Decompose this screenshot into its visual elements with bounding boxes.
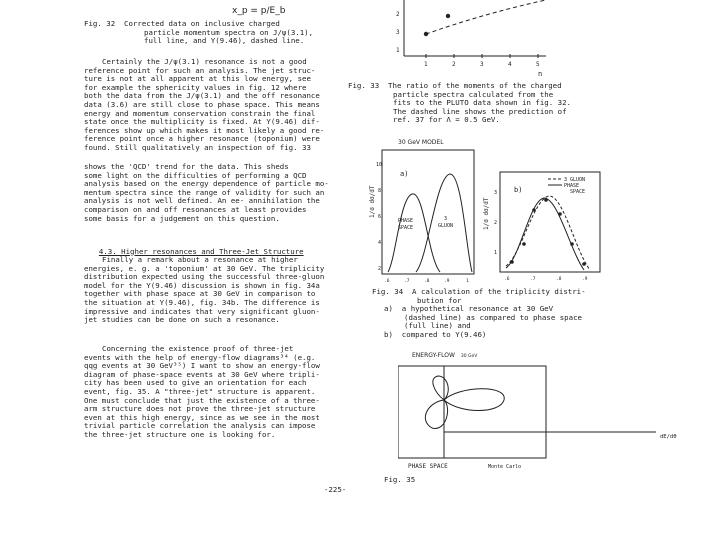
text-line: model for the Υ(9.46) discussion is shown in fig. 34a	[84, 280, 320, 290]
text-line: Certainly the J/ψ(3.1) resonance is not a good	[102, 57, 307, 66]
fig34a-xtick: .7	[404, 279, 410, 284]
fig34b-ytick: 1	[494, 250, 498, 256]
fig32-caption	[84, 20, 313, 46]
fig34b-point	[510, 260, 514, 264]
text-line: comparison on and off resonances at least provides	[84, 204, 307, 214]
text-line: some basis for a judgement on this question.	[84, 213, 280, 223]
fig34b-xtick: .8	[556, 277, 562, 282]
text-line: analysis is not well defined. An ee- annihilation the	[84, 196, 320, 206]
text-line: arm structure does not prove the three-jet structure	[84, 404, 316, 414]
paragraph-3	[84, 256, 324, 325]
fig33-ytick-label: 3	[396, 29, 400, 36]
fig34a-ytick: 10	[376, 162, 383, 168]
fig34b-ytick: 2	[494, 220, 498, 226]
text-line: Fig. 33 The ratio of the moments of the charged	[348, 81, 562, 90]
text-line: diagram of phase-space events at 30 GeV where tripli-	[84, 369, 320, 379]
page-number: -225-	[324, 485, 347, 494]
section-heading	[90, 239, 304, 256]
fig33-xtick-label: 5	[536, 61, 540, 68]
fig34a-frame	[382, 150, 474, 274]
fig34b-plot	[480, 170, 604, 282]
text-line: (full line) and	[404, 321, 471, 331]
fig34a-ylabel: 1/σ dσ/dT	[369, 185, 376, 218]
text-line: data (3.6) are still close to phase space. This means	[84, 99, 320, 109]
fig35-axis-label: dE/dθ	[660, 434, 677, 440]
fig35-frame	[398, 366, 546, 458]
fig34a-xtick: 1	[466, 279, 469, 284]
text-line: distribution expected using the successful three-gluon	[84, 272, 325, 282]
text-line: city has been used to give an orientation for each	[84, 378, 307, 388]
fig35-monte-carlo: Monte Carlo	[488, 464, 522, 470]
text-line: One must conclude that just the existence of a three-	[84, 395, 320, 405]
fig34a-curve2-label: GLUON	[438, 223, 454, 229]
text-line: Fig. 32 Corrected data on inclusive charged	[84, 19, 280, 28]
text-line: qqg events at 30 GeV³⁵) I want to show an energy-flow	[84, 361, 320, 371]
section-heading-text: 4.3. Higher resonances and Three-Jet Structure	[98, 246, 304, 256]
text-line: both the data from the J/ψ(3.1) and the off resonance	[84, 91, 320, 101]
fig33-xlabel: n	[538, 70, 543, 78]
text-line: analysis based on the energy dependence of particle mo-	[84, 179, 329, 189]
text-line: energy and momentum conservation constrain the final	[84, 108, 316, 118]
fig34a-curve1-label: PHASE	[398, 218, 414, 224]
fig34b-legend-text: PHASE	[564, 183, 580, 189]
text-line: Finally a remark about a resonance at higher	[102, 255, 298, 264]
fig35-title	[412, 352, 477, 359]
paragraph-2	[84, 163, 329, 223]
fig34-caption	[372, 288, 586, 340]
fig34b-point	[570, 242, 574, 246]
text-line: b) compared to Υ(9.46)	[384, 329, 487, 339]
text-line: the three-jet structure one is looking for.	[84, 429, 276, 439]
fig35-title-main: ENERGY-FLOW	[412, 352, 455, 359]
fig34b-point	[582, 262, 586, 266]
fig34b-phase-space-curve	[506, 198, 584, 270]
text-line: event, fig. 35. A "three-jet" structure is apparent.	[84, 386, 316, 396]
fig34a-xtick: .8	[424, 279, 430, 284]
fig35-lobe-upper	[433, 376, 448, 400]
text-line: energies, e. g. a 'toponium' at 30 GeV. The triplicity	[84, 263, 325, 273]
paragraph-1	[84, 58, 324, 153]
text-line: events with the help of energy-flow diagrams³⁴ (e.g.	[84, 352, 316, 362]
text-line: shows the 'QCD' trend for the data. This sheds	[84, 162, 289, 171]
text-line: ture is not at all apparent at this low energy, see	[84, 74, 311, 84]
fig34a-xtick: .9	[444, 279, 450, 284]
text-line: particle momentum spectra on J/ψ(3.1),	[144, 27, 314, 37]
fig33-point	[424, 32, 428, 36]
fig34b-xtick: .7	[530, 277, 536, 282]
text-line: mentum spectra since the range of validity for such an	[84, 187, 325, 197]
fig33-point	[446, 14, 450, 18]
text-line: together with phase space at 30 GeV in comparison to	[84, 289, 316, 299]
fig34b-ytick: 3	[494, 190, 498, 196]
text-line: Concerning the existence proof of three-jet	[102, 344, 294, 353]
text-line: for example the sphericity values in fig. 12 where	[84, 82, 307, 92]
text-line: particle spectra calculated from the	[393, 89, 554, 99]
formula: x_p = p/E_b	[232, 6, 286, 16]
fig34b-point	[532, 208, 536, 212]
fig34-title: 30 GeV MODEL	[398, 139, 444, 146]
fig33-dashed-prediction	[426, 0, 546, 34]
fig33-caption	[348, 82, 571, 125]
paragraph-4	[84, 345, 320, 440]
fig33-plot	[390, 0, 550, 78]
fig34a-ytick: 2	[378, 266, 382, 272]
fig34a-ytick: 6	[378, 214, 382, 220]
fig34a-plot	[366, 148, 478, 288]
fig34b-legend-text: 3 GLUON	[564, 177, 586, 183]
text-line: full line, and Υ(9.46), dashed line.	[144, 36, 305, 46]
text-line: Fig. 34 A calculation of the triplicity distri-	[372, 287, 586, 296]
text-line: bution for	[417, 295, 462, 305]
text-line: even at this high energy, since as we see in the most	[84, 412, 320, 422]
fig34a-curve2-label: 3	[444, 216, 448, 222]
fig34b-xtick: .9	[582, 277, 588, 282]
fig34b-point	[544, 198, 548, 202]
fig35-title-sub: 30 GeV	[460, 354, 478, 359]
fig33-xtick-label: 4	[508, 61, 512, 68]
text-line: ferences show up which makes it most likely a good re-	[84, 125, 325, 135]
text-line: a) a hypothetical resonance at 30 GeV	[384, 304, 554, 314]
text-line: state once the multiplicity is fixed. At Υ(9.46) dif-	[84, 117, 320, 127]
fig34a-ytick: 4	[378, 240, 382, 246]
text-line: impressive and indicates that very significant gluon-	[84, 306, 320, 316]
fig34b-xtick: .6	[504, 277, 510, 282]
text-line: jet studies can be done on such a resonance.	[84, 315, 280, 325]
text-line: found. Still qualitatively an inspection of fig. 33	[84, 142, 311, 152]
fig34a-ytick: 8	[378, 188, 382, 194]
fig34a-tag: a)	[400, 170, 409, 178]
fig34b-point	[558, 212, 562, 216]
text-line: trivial particle correlation the analysis can impose	[84, 421, 316, 431]
fig34b-legend-text: SPACE	[570, 189, 586, 195]
text-line: some light on the difficulties of performing a QCD	[84, 170, 307, 180]
text-line: fits to the PLUTO data shown in fig. 32.	[393, 98, 571, 108]
text-line: ref. 37 for Λ = 0.5 GeV.	[393, 115, 500, 125]
text-line: the situation at Υ(9.46), fig. 34b. The difference is	[84, 297, 320, 307]
text-line: ference point once a higher resonance (toponium) were	[84, 134, 320, 144]
fig34a-phase-space-curve	[388, 194, 440, 272]
fig34a-curve1-label: SPACE	[398, 225, 414, 231]
fig33-ytick-label: 1	[396, 47, 400, 54]
text-line: reference point for such an analysis. The jet struc-	[84, 65, 316, 75]
fig34b-tag: b)	[514, 186, 523, 194]
fig34b-ylabel: 1/σ dσ/dT	[483, 197, 490, 230]
text-line: (dashed line) as compared to phase space	[404, 312, 582, 322]
fig35-bottom-label: PHASE SPACE	[408, 463, 448, 470]
fig33-xtick-label: 3	[480, 61, 484, 68]
fig34b-point	[522, 242, 526, 246]
fig34a-xtick: .6	[384, 279, 390, 284]
fig33-xtick-label: 2	[452, 61, 456, 68]
fig33-ytick-label: 2	[396, 11, 400, 18]
fig33-xtick-label: 1	[424, 61, 428, 68]
fig35-lobe-right	[444, 389, 504, 411]
text-line: The dashed line shows the prediction of	[393, 106, 567, 116]
fig35-plot	[398, 362, 698, 472]
fig35-caption: Fig. 35	[384, 475, 416, 484]
